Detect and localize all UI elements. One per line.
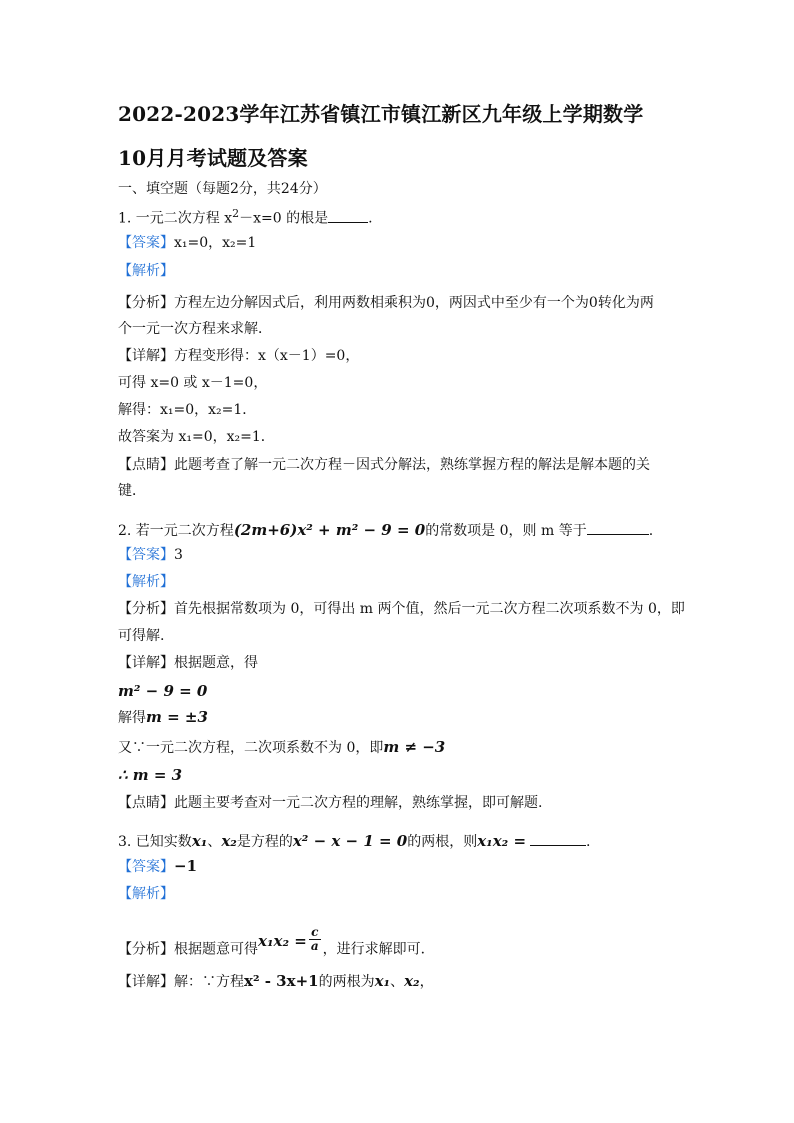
jiexi-tag: 【解析】	[118, 263, 174, 279]
q2-dianjing	[118, 794, 542, 812]
dianjing-tag: 【点睛】	[118, 795, 174, 811]
q3-x2: x₂	[221, 832, 237, 850]
q1-stem-sup: 2	[232, 207, 240, 220]
xiangjie-tag: 【详解】	[118, 348, 174, 364]
q1-dianjing-line2: 键．	[118, 483, 146, 499]
q3-xiangjie-text-a: 解：∵方程	[174, 974, 244, 990]
q1-answer-blank	[328, 210, 368, 223]
q2-xiangjie-line3	[118, 738, 445, 757]
q2-xiangjie-text1: 根据题意，得	[174, 655, 258, 671]
q2-jiexi	[118, 573, 174, 591]
q1-jiexi	[118, 262, 174, 280]
q1-dianjing-text1: 此题考查了解一元二次方程－因式分解法，熟练掌握方程的解法是解本题的关	[174, 457, 650, 473]
q2-answer	[118, 546, 183, 564]
q2-stem-text-b: 的常数项是 0，则 m 等于	[425, 523, 587, 539]
q1-xiangjie-line1	[118, 347, 359, 365]
q2-dianjing-text1: 此题主要考查对一元二次方程的理解，熟练掌握，即可解题.	[174, 795, 543, 811]
q1-stem-end: .	[368, 210, 373, 227]
q1-answer-text: x₁=0，x₂=1	[174, 235, 257, 251]
q2-math-line1: m² − 9 = 0	[118, 682, 208, 700]
q3-answer-blank	[530, 833, 586, 846]
q2-math-line4: ∴ m = 3	[118, 766, 183, 784]
q2-xiangjie-text3: 又∵一元二次方程，二次项系数不为 0，即	[118, 740, 384, 756]
fenxi-tag: 【分析】	[118, 941, 174, 958]
answer-tag: 【答案】	[118, 235, 174, 251]
q3-fraction-denominator: a	[310, 939, 319, 953]
q2-fenxi-line1	[118, 600, 685, 618]
q2-fenxi-line2: 可得解.	[118, 628, 165, 644]
q3-stem-text-a: 3. 已知实数	[118, 834, 192, 850]
q3-xiangjie-text-b: 的两根为	[318, 974, 375, 990]
q2-fenxi-text1: 首先根据常数项为 0，可得出 m 两个值，然后一元二次方程二次项系数不为 0，即	[174, 601, 685, 617]
fenxi-tag: 【分析】	[118, 295, 174, 311]
q1-dianjing-line1	[118, 456, 650, 474]
q3-xiangjie-sep: 、	[390, 974, 405, 990]
q3-x1: x₁	[191, 832, 208, 850]
q2-answer-blank	[587, 522, 649, 535]
answer-tag: 【答案】	[118, 547, 174, 563]
q1-fenxi-text1: 方程左边分解因式后，利用两数相乘积为0，两因式中至少有一个为0转化为两	[174, 295, 654, 311]
jiexi-tag: 【解析】	[118, 574, 174, 590]
doc-title-line2: 10月月考试题及答案	[118, 146, 308, 170]
q1-fenxi-line1	[118, 294, 654, 312]
q3-sep: 、	[207, 834, 222, 850]
doc-title-line1: 2022-2023学年江苏省镇江市镇江新区九年级上学期数学	[118, 102, 644, 126]
q1-stem-text-b: －x=0 的根是	[239, 210, 329, 227]
q2-xiangjie-line2	[118, 708, 208, 727]
q3-stem-text-c: 的两根，则	[407, 834, 478, 850]
q2-math-line3: m ≠ −3	[383, 738, 446, 756]
q2-xiangjie-text2: 解得	[118, 710, 146, 726]
q1-answer	[118, 234, 256, 252]
q3-answer	[118, 857, 197, 876]
xiangjie-tag: 【详解】	[118, 974, 174, 990]
xiangjie-tag: 【详解】	[118, 655, 174, 671]
q3-xiangjie-x2: x₂	[404, 972, 420, 990]
q1-xiangjie-line4: 故答案为 x₁=0，x₂=1．	[118, 429, 275, 445]
q3-xiangjie-x1: x₁	[374, 972, 391, 990]
q2-stem-equation: (2m+6)x² + m² − 9 = 0	[233, 521, 426, 539]
q3-stem-text-b: 是方程的	[236, 834, 293, 850]
q3-fenxi-text-a: 根据题意可得	[174, 941, 258, 958]
q1-xiangjie-line3: 解得：x₁=0，x₂=1．	[118, 402, 257, 418]
q1-fenxi-line2: 个一元一次方程来求解．	[118, 321, 272, 337]
q2-stem	[118, 521, 653, 540]
q3-fraction	[309, 926, 321, 953]
jiexi-tag: 【解析】	[118, 886, 174, 902]
q3-fenxi	[118, 925, 435, 963]
q1-stem	[118, 205, 373, 228]
q3-stem-equation: x² − x − 1 = 0	[292, 832, 408, 850]
dianjing-tag: 【点睛】	[118, 457, 174, 473]
q3-fenxi-product: x₁x₂ =	[258, 931, 307, 950]
q3-xiangjie	[118, 972, 434, 991]
q1-stem-text-a: 1. 一元二次方程 x	[118, 210, 233, 227]
answer-tag: 【答案】	[118, 859, 174, 875]
q3-stem	[118, 832, 591, 851]
q2-answer-text: 3	[174, 547, 183, 563]
q2-math-line2: m = ±3	[146, 708, 208, 726]
q2-xiangjie-line1	[118, 654, 258, 672]
q2-stem-text-a: 2. 若一元二次方程	[118, 523, 234, 539]
q3-jiexi	[118, 885, 174, 903]
q3-answer-text: −1	[174, 857, 198, 875]
q3-fraction-numerator: c	[309, 926, 321, 940]
q3-xiangjie-end: ，	[419, 974, 434, 990]
q3-xiangjie-equation: x² - 3x+1	[244, 972, 319, 990]
q3-stem-end: .	[586, 834, 591, 850]
q1-xiangjie-text1: 方程变形得：x（x－1）=0，	[174, 348, 360, 364]
q3-fenxi-text-b: ，进行求解即可．	[322, 941, 435, 958]
fenxi-tag: 【分析】	[118, 601, 174, 617]
section-heading: 一、填空题（每题2分，共24分）	[118, 181, 327, 197]
q1-xiangjie-line2: 可得 x=0 或 x－1=0，	[118, 375, 268, 391]
q3-stem-product: x₁x₂ =	[477, 832, 527, 850]
q2-stem-end: .	[648, 523, 654, 539]
